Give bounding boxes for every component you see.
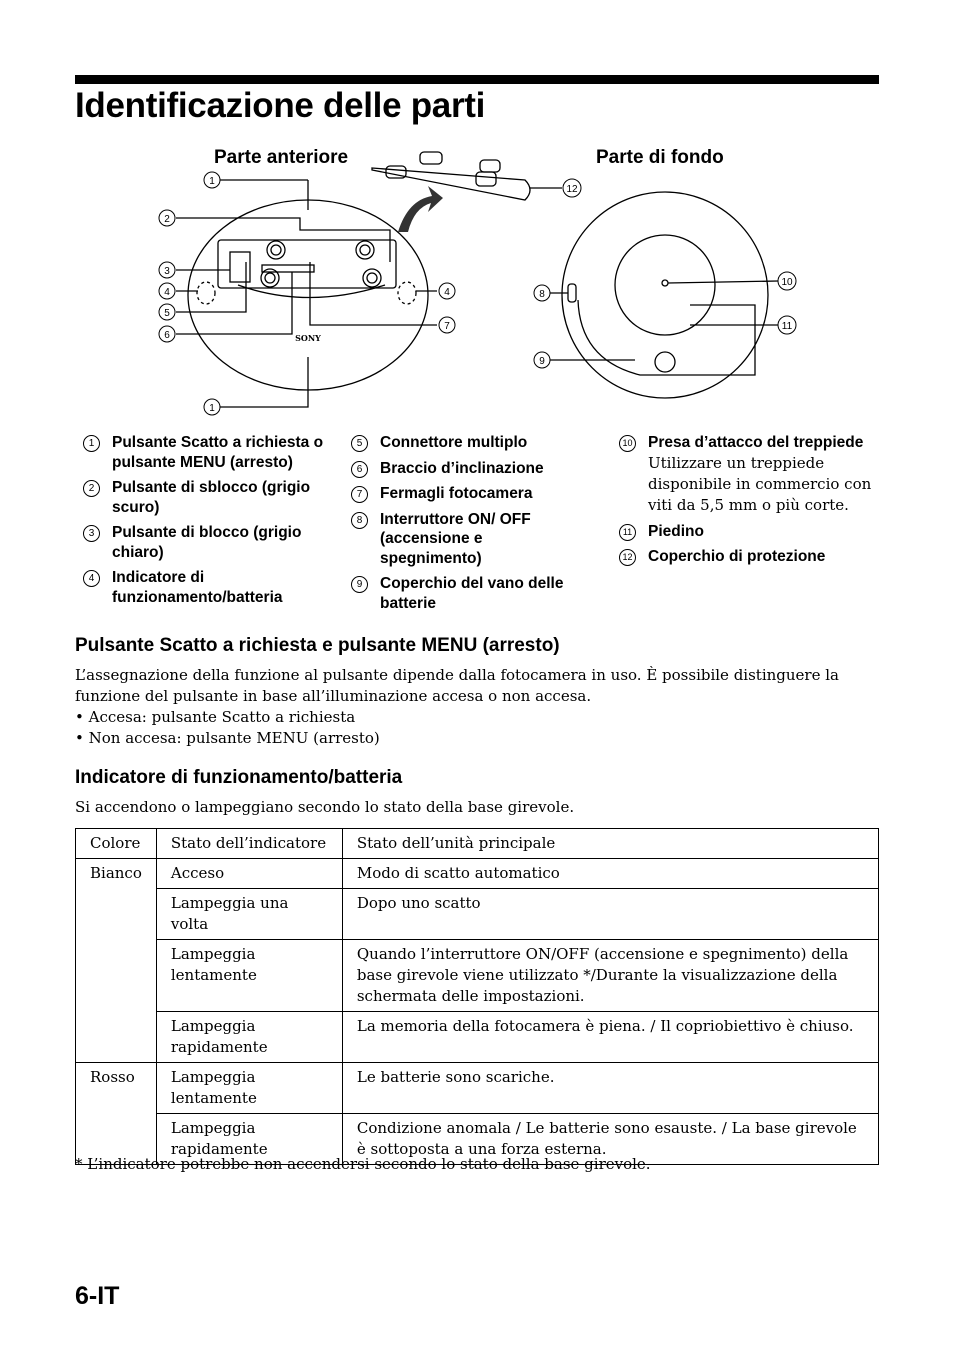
table-cell: Lampeggia lentamente [156,1063,342,1114]
callout-1-bottom [204,399,220,415]
svg-text:11: 11 [781,321,793,332]
color-cell-white: Bianco [76,859,157,1063]
callout-4-left [159,283,175,299]
callout-9 [534,352,550,368]
front-view-label: Parte anteriore [214,147,349,168]
svg-text:10: 10 [781,277,793,288]
page-number: 6-IT [75,1282,120,1310]
callout-3 [159,262,175,278]
callout-4-right [439,283,455,299]
table-cell: Lampeggia rapidamente [156,1114,342,1165]
legend-item: 5 Connettore multiplo [343,433,583,453]
svg-text:5: 5 [164,308,170,319]
table-cell: Acceso [156,859,342,889]
mount-arrow [398,186,443,232]
svg-text:4: 4 [164,287,170,298]
legend-item: 2 Pulsante di sblocco (grigio scuro) [75,478,335,517]
indicator-table [75,828,879,1165]
legend-column-1 [75,433,335,613]
legend-column-2 [343,433,583,619]
callout-1-top [204,172,220,188]
svg-text:1: 1 [209,176,215,187]
table-row [76,1012,879,1063]
callout-10 [778,272,796,290]
table-row [76,1063,879,1114]
svg-text:9: 9 [539,356,545,367]
callout-12 [563,179,581,197]
legend-item: 6 Braccio d’inclinazione [343,459,583,479]
table-header-cell: Stato dell’unità principale [342,829,878,859]
legend-item: 12 Coperchio di protezione [611,547,879,567]
color-cell-red: Rosso [76,1063,157,1165]
page-title: Identificazione delle parti [75,86,486,125]
legend-column-3 [611,433,879,573]
legend-item: 1 Pulsante Scatto a richiesta o pulsante MENU (arresto) [75,433,335,472]
table-cell: Dopo uno scatto [342,889,878,940]
legend-item: 8 Interruttore ON/ OFF (accensione e spegnimento) [343,510,550,569]
table-row [76,940,879,1012]
legend-item: 4 Indicatore di funzionamento/batteria [75,568,335,607]
title-rule [75,75,879,84]
callout-6 [159,326,175,342]
callout-8 [534,285,550,301]
table-cell: Quando l’interruttore ON/OFF (accensione e spegnimento) della base girevole viene utilizzato */Durante la visualizzazione della schermata delle impostazioni. [342,940,878,1012]
sony-logo: SONY [295,333,321,343]
legend-item: 11 Piedino [611,522,879,542]
table-header-row [76,829,879,859]
table-cell: Condizione anomala / Le batterie sono esauste. / La base girevole è sottoposta a una forza esterna. [342,1114,878,1165]
svg-text:6: 6 [164,330,170,341]
bullet-item: • Accesa: pulsante Scatto a richiesta [75,708,356,726]
callout-5 [159,304,175,320]
footnote: * L’indicatore potrebbe non accendersi secondo lo stato della base girevole. [75,1155,651,1173]
table-cell: Lampeggia una volta [156,889,342,940]
section-heading-indicator: Indicatore di funzionamento/batteria [75,767,403,788]
svg-text:7: 7 [444,321,450,332]
table-cell: La memoria della fotocamera è piena. / Il copriobiettivo è chiuso. [342,1012,878,1063]
table-header-cell: Stato dell’indicatore [156,829,342,859]
bottom-body-outline [562,192,768,398]
section-paragraph: L’assegnazione della funzione al pulsante dipende dalla fotocamera in uso. È possibile distinguere la funzione del pulsante in base all’illuminazione accesa o non accesa. [75,666,839,705]
svg-text:3: 3 [164,266,170,277]
callout-11 [778,316,796,334]
callout-7 [439,317,455,333]
svg-text:2: 2 [164,214,170,225]
legend-item: 9 Coperchio del vano delle batterie [343,574,583,613]
table-cell: Lampeggia lentamente [156,940,342,1012]
svg-text:1: 1 [209,403,215,414]
bottom-view-label: Parte di fondo [596,147,724,168]
legend-item: 3 Pulsante di blocco (grigio chiaro) [75,523,335,562]
legend-item: 7 Fermagli fotocamera [343,484,583,504]
table-cell: Lampeggia rapidamente [156,1012,342,1063]
section-heading-shutter: Pulsante Scatto a richiesta e pulsante MENU (arresto) [75,635,560,656]
table-cell: Modo di scatto automatico [342,859,878,889]
bullet-item: • Non accesa: pulsante MENU (arresto) [75,729,380,747]
table-row [76,859,879,889]
table-header-cell: Colore [76,829,157,859]
callout-2 [159,210,175,226]
table-cell: Le batterie sono scariche. [342,1063,878,1114]
svg-text:12: 12 [566,184,578,195]
parts-diagram [150,140,810,425]
legend-item: 10 Presa d’attacco del treppiede Utilizzare un treppiede disponibile in commercio con viti da 5,5 mm o più corte. [611,433,879,516]
svg-text:4: 4 [444,287,450,298]
table-row [76,889,879,940]
section-paragraph: Si accendono o lampeggiano secondo lo stato della base girevole. [75,798,575,816]
svg-text:8: 8 [539,289,545,300]
